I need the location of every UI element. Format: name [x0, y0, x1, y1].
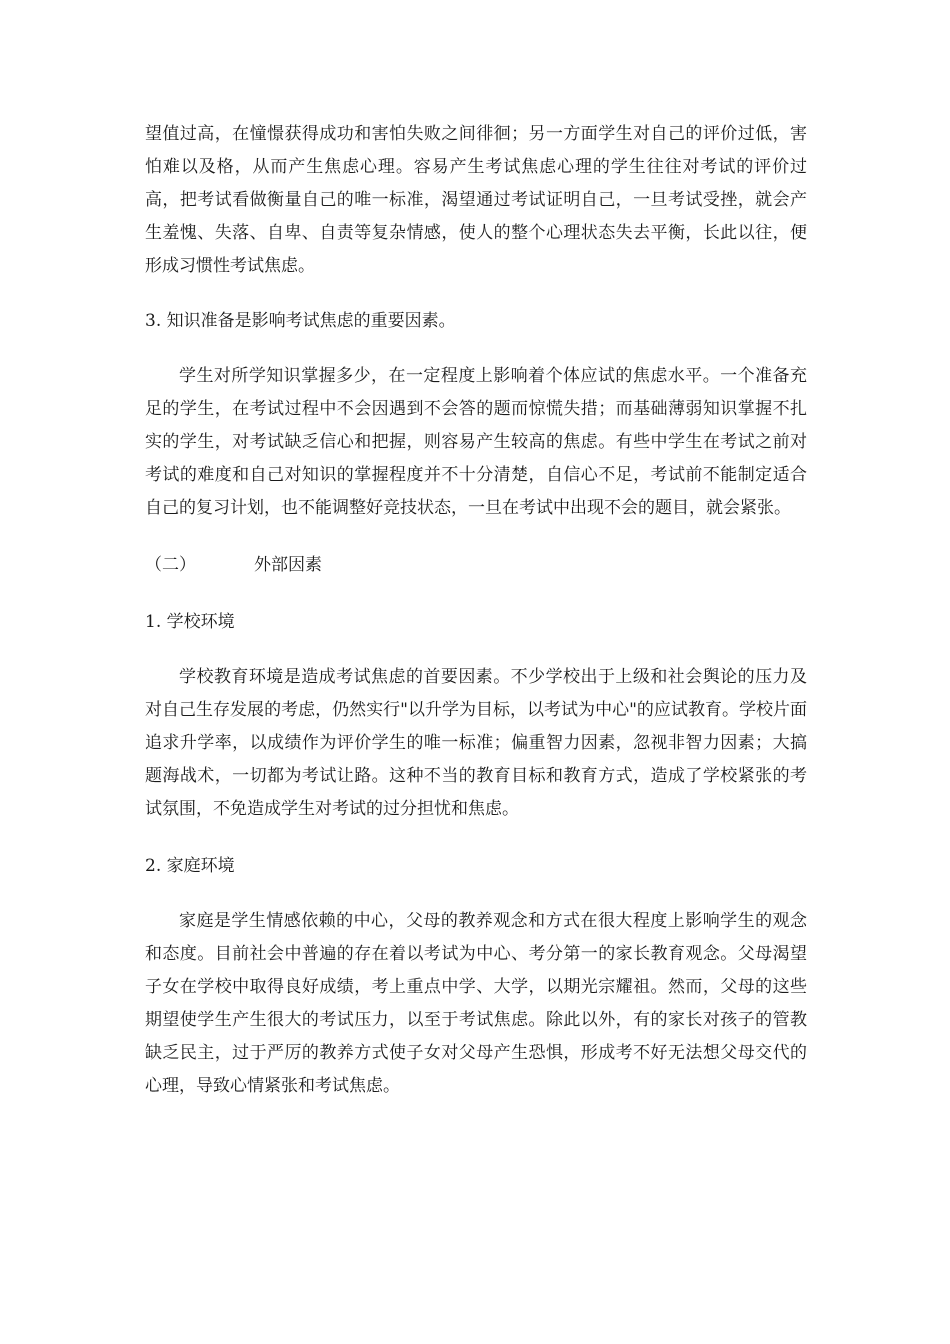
- heading-school-environment: 1. 学校环境: [145, 612, 235, 632]
- paragraph-family: 家庭是学生情感依赖的中心，父母的教养观念和方式在很大程度上影响学生的观念和态度。目前社会中普遍的存在着以考试为中心、考分第一的家长教育观念。父母渴望子女在学校中取得良好成绩，考上重点中学、大学，以期光宗耀祖。然而，父母的这些期望使学生产生很大的考试压力，以至于考试焦虑。除此以外，有的家长对孩子的管教缺乏民主，过于严厉的教养方式使子女对父母产生恐惧，形成考不好无法想父母交代的心理，导致心情紧张和考试焦虑。: [145, 911, 807, 1096]
- section-heading-external: [145, 549, 807, 582]
- document-page: [145, 118, 807, 1103]
- spacer: [145, 639, 807, 661]
- paragraph-continued: 望值过高，在憧憬获得成功和害怕失败之间徘徊；另一方面学生对自己的评价过低，害怕难以及格，从而产生焦虑心理。容易产生考试焦虑心理的学生往往对考试的评价过高，把考试看做衡量自己的唯一标准，渴望通过考试证明自己，一旦考试受挫，就会产生羞愧、失落、自卑、自责等复杂情感，使人的整个心理状态失去平衡，长此以往，便形成习惯性考试焦虑。: [145, 124, 807, 276]
- heading-family-environment: 2. 家庭环境: [145, 856, 235, 876]
- spacer: [145, 883, 807, 905]
- spacer: [145, 826, 807, 850]
- heading-knowledge-preparation: 3. 知识准备是影响考试焦虑的重要因素。: [145, 311, 456, 331]
- spacer: [145, 338, 807, 360]
- section-number: （二）: [145, 555, 196, 575]
- spacer: [145, 525, 807, 549]
- spacer: [145, 582, 807, 606]
- section-title: 外部因素: [254, 555, 322, 575]
- spacer: [145, 283, 807, 305]
- paragraph-school: 学校教育环境是造成考试焦虑的首要因素。不少学校出于上级和社会舆论的压力及对自己生存发展的考虑，仍然实行"以升学为目标，以考试为中心"的应试教育。学校片面追求升学率，以成绩作为评价学生的唯一标准；偏重智力因素，忽视非智力因素；大搞题海战术，一切都为考试让路。这种不当的教育目标和教育方式，造成了学校紧张的考试氛围，不免造成学生对考试的过分担忧和焦虑。: [145, 667, 807, 819]
- paragraph-knowledge: 学生对所学知识掌握多少，在一定程度上影响着个体应试的焦虑水平。一个准备充足的学生，在考试过程中不会因遇到不会答的题而惊慌失措；而基础薄弱知识掌握不扎实的学生，对考试缺乏信心和把握，则容易产生较高的焦虑。有些中学生在考试之前对考试的难度和自己对知识的掌握程度并不十分清楚，自信心不足，考试前不能制定适合自己的复习计划，也不能调整好竞技状态，一旦在考试中出现不会的题目，就会紧张。: [145, 366, 807, 518]
